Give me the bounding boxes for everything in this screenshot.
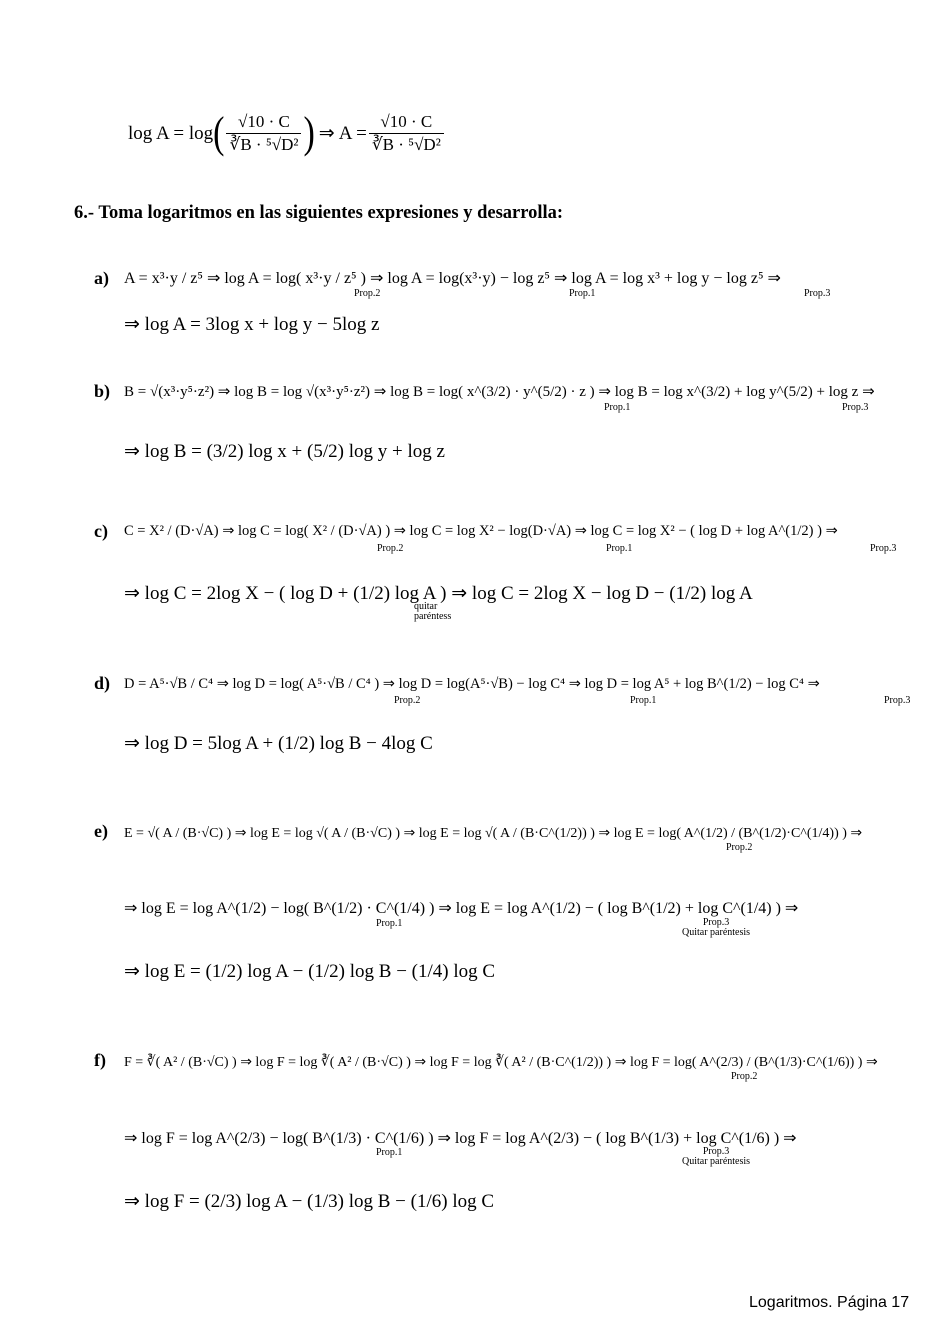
item-e-note-prop3: Prop.3 Quitar paréntesis bbox=[682, 917, 751, 938]
item-b-line1: B = √(x³·y⁵·z²) ⇒ log B = log √(x³·y⁵·z²) ⇒ log B = log( x^(3/2) · y^(5/2) · z ) ⇒ log B = log x^(3/2) + log y^(5/2) + log z ⇒ bbox=[124, 384, 875, 400]
top-formula-result: A = bbox=[338, 122, 367, 144]
top-formula-result-fraction: $\frac{√10 \cdot C}{\text{∛B · ⁵√D²}}$ bbox=[369, 112, 444, 155]
item-label-c: c) bbox=[94, 521, 108, 541]
item-e-note-prop1: Prop.1 bbox=[376, 918, 403, 929]
item-e-line2: ⇒ log E = log A^(1/2) − log( B^(1/2) · C^(1/4) ) ⇒ log E = log A^(1/2) − ( log B^(1/2) + log C^(1/4) ) ⇒ bbox=[124, 900, 799, 917]
item-label-d: d) bbox=[94, 673, 111, 693]
page-footer: Logaritmos. Página 17 bbox=[749, 1294, 910, 1311]
item-e-line1: E = √( A / (B·√C) ) ⇒ log E = log √( A / (B·√C) ) ⇒ log E = log √( A / (B·C^(1/2)) ) ⇒ log E = log( A^(1/2) / (B^(1/2)·C^(1/4)) ) ⇒ bbox=[124, 826, 863, 841]
top-formula-lhs: log A = log bbox=[128, 122, 214, 144]
item-f-note-prop3: Prop.3 Quitar paréntesis bbox=[682, 1146, 751, 1167]
item-e-line3: ⇒ log E = (1/2) log A − (1/2) log B − (1/4) log C bbox=[124, 961, 496, 982]
item-a-line2: ⇒ log A = 3log x + log y − 5log z bbox=[124, 314, 380, 335]
item-label-e: e) bbox=[94, 821, 108, 841]
item-c-line2: ⇒ log C = 2log X − ( log D + (1/2) log A ) ⇒ log C = 2log X − log D − (1/2) log A bbox=[124, 583, 753, 604]
top-formula-fraction: $\frac{√10 \cdot C}{\text{∛B · ⁵√D²}}$ bbox=[226, 112, 301, 155]
item-f-note-prop1: Prop.1 bbox=[376, 1147, 403, 1158]
item-f-line2: ⇒ log F = log A^(2/3) − log( B^(1/3) · C^(1/6) ) ⇒ log F = log A^(2/3) − ( log B^(1/3) + log C^(1/6) ) ⇒ bbox=[124, 1130, 797, 1147]
item-label-f: f) bbox=[94, 1050, 106, 1070]
item-f-notes: Prop.2 bbox=[731, 1071, 758, 1082]
item-c-notes2: quitar paréntess bbox=[414, 601, 452, 622]
item-e-notes: Prop.2 bbox=[726, 842, 753, 853]
item-f-line1: F = ∛( A² / (B·√C) ) ⇒ log F = log ∛( A² / (B·√C) ) ⇒ log F = log ∛( A² / (B·C^(1/2)) ) ⇒ log F = log( A^(2/3) / (B^(1/3)·C^(1/6)) ) ⇒ bbox=[124, 1055, 878, 1070]
document-page: log A = log ( $\frac{√10 \cdot C}{\text{∛B · ⁵√D²}}$ ) ⇒ A = $\frac{√10 \cdot C}{\text{∛B · ⁵√D²}}$ 6.- Toma logaritmos en las siguientes expresiones y desarrolla: a) A = x³·y / z⁵ ⇒ log A = log( x³·y / z⁵ ) ⇒ log A = log(x³·y) − log z⁵ ⇒ log A = log x³ + log y − log z⁵ ⇒ Prop.2 Prop.1 Prop.3 ⇒ log A = 3log x + log y − 5log z b) B = √(x³·y⁵·z²) ⇒ log B = log √(x³·y⁵·z²) ⇒ log B = log( x^(3/2) · y^(5/2) · z ) ⇒ log B = log x^(3/2) + log y^(5/2) + log z ⇒ Prop.1 Prop.3 ⇒ log B = (3/2) log x + (5/2) log y + log z c) C = X² / (D·√A) ⇒ log C = log( X² / (D·√A) ) ⇒ log C = log X² − log(D·√A) ⇒ log C = log X² − ( log D + log A^(1/2) ) ⇒ Prop.2 Prop.1 Prop.3 ⇒ log C = 2log X − ( log D + (1/2) log A ) ⇒ log C = 2log X − log D − (1/2) log A quitar paréntess d) D = A⁵·√B / C⁴ ⇒ log D = log( A⁵·√B / C⁴ ) ⇒ log D = log(A⁵·√B) − log C⁴ ⇒ log D = log A⁵ + log B^(1/2) − log C⁴ ⇒ Prop.2 Prop.1 Prop.3 ⇒ log D = 5log A + (1/2) log B − 4log C e) E = √( A / (B·√C) ) ⇒ log E = log √( A / (B·√C) ) ⇒ log E = log √( A / (B·C^(1/2)) ) ⇒ log E = log( A^(1/2) / (B^(1/2)·C^(1/4)) ) ⇒ Prop.2 ⇒ log E = log A^(1/2) − log( B^(1/2) · C^(1/4) ) ⇒ log E = log A^(1/2) − ( log B^(1/2) + log C^(1/4) ) ⇒ Prop.1 Prop.3 Quitar paréntesis ⇒ log E = (1/2) log A − (1/2) log B − (1/4) log C f) F = ∛( A² / (B·√C) ) ⇒ log F = log ∛( A² / (B·√C) ) ⇒ log F = log ∛( A² / (B·C^(1/2)) ) ⇒ log F = log( A^(2/3) / (B^(1/3)·C^(1/6)) ) ⇒ Prop.2 ⇒ log F = log A^(2/3) − log( B^(1/3) · C^(1/6) ) ⇒ log F = log A^(2/3) − ( log B^(1/3) + log C^(1/6) ) ⇒ Prop.1 Prop.3 Quitar paréntesis ⇒ log F = (2/3) log A − (1/3) log B − (1/6) log C Logaritmos. Página 17 bbox=[74, 108, 911, 1311]
item-label-a: a) bbox=[94, 268, 109, 288]
top-formula: log A = log ( $\frac{√10 \cdot C}{\text{∛B · ⁵√D²}}$ ) ⇒ A = $\frac{√10 \cdot C}{\text{∛B · ⁵√D²}}$ bbox=[128, 112, 446, 155]
item-d-line1: D = A⁵·√B / C⁴ ⇒ log D = log( A⁵·√B / C⁴ ) ⇒ log D = log(A⁵·√B) − log C⁴ ⇒ log D = log A⁵ + log B^(1/2) − log C⁴ ⇒ bbox=[124, 676, 820, 692]
item-f-line3: ⇒ log F = (2/3) log A − (1/3) log B − (1/6) log C bbox=[124, 1191, 495, 1212]
item-c-line1: C = X² / (D·√A) ⇒ log C = log( X² / (D·√A) ) ⇒ log C = log X² − log(D·√A) ⇒ log C = log X² − ( log D + log A^(1/2) ) ⇒ bbox=[124, 523, 838, 539]
item-b-line2: ⇒ log B = (3/2) log x + (5/2) log y + log z bbox=[124, 441, 445, 462]
item-label-b: b) bbox=[94, 381, 111, 401]
item-d-line2: ⇒ log D = 5log A + (1/2) log B − 4log C bbox=[124, 733, 433, 754]
section-heading: 6.- Toma logaritmos en las siguientes expresiones y desarrolla: bbox=[74, 203, 564, 223]
implies-arrow: ⇒ bbox=[318, 123, 335, 144]
item-a-line1: A = x³·y / z⁵ ⇒ log A = log( x³·y / z⁵ ) ⇒ log A = log(x³·y) − log z⁵ ⇒ log A = log x³ + log y − log z⁵ ⇒ bbox=[124, 270, 781, 287]
